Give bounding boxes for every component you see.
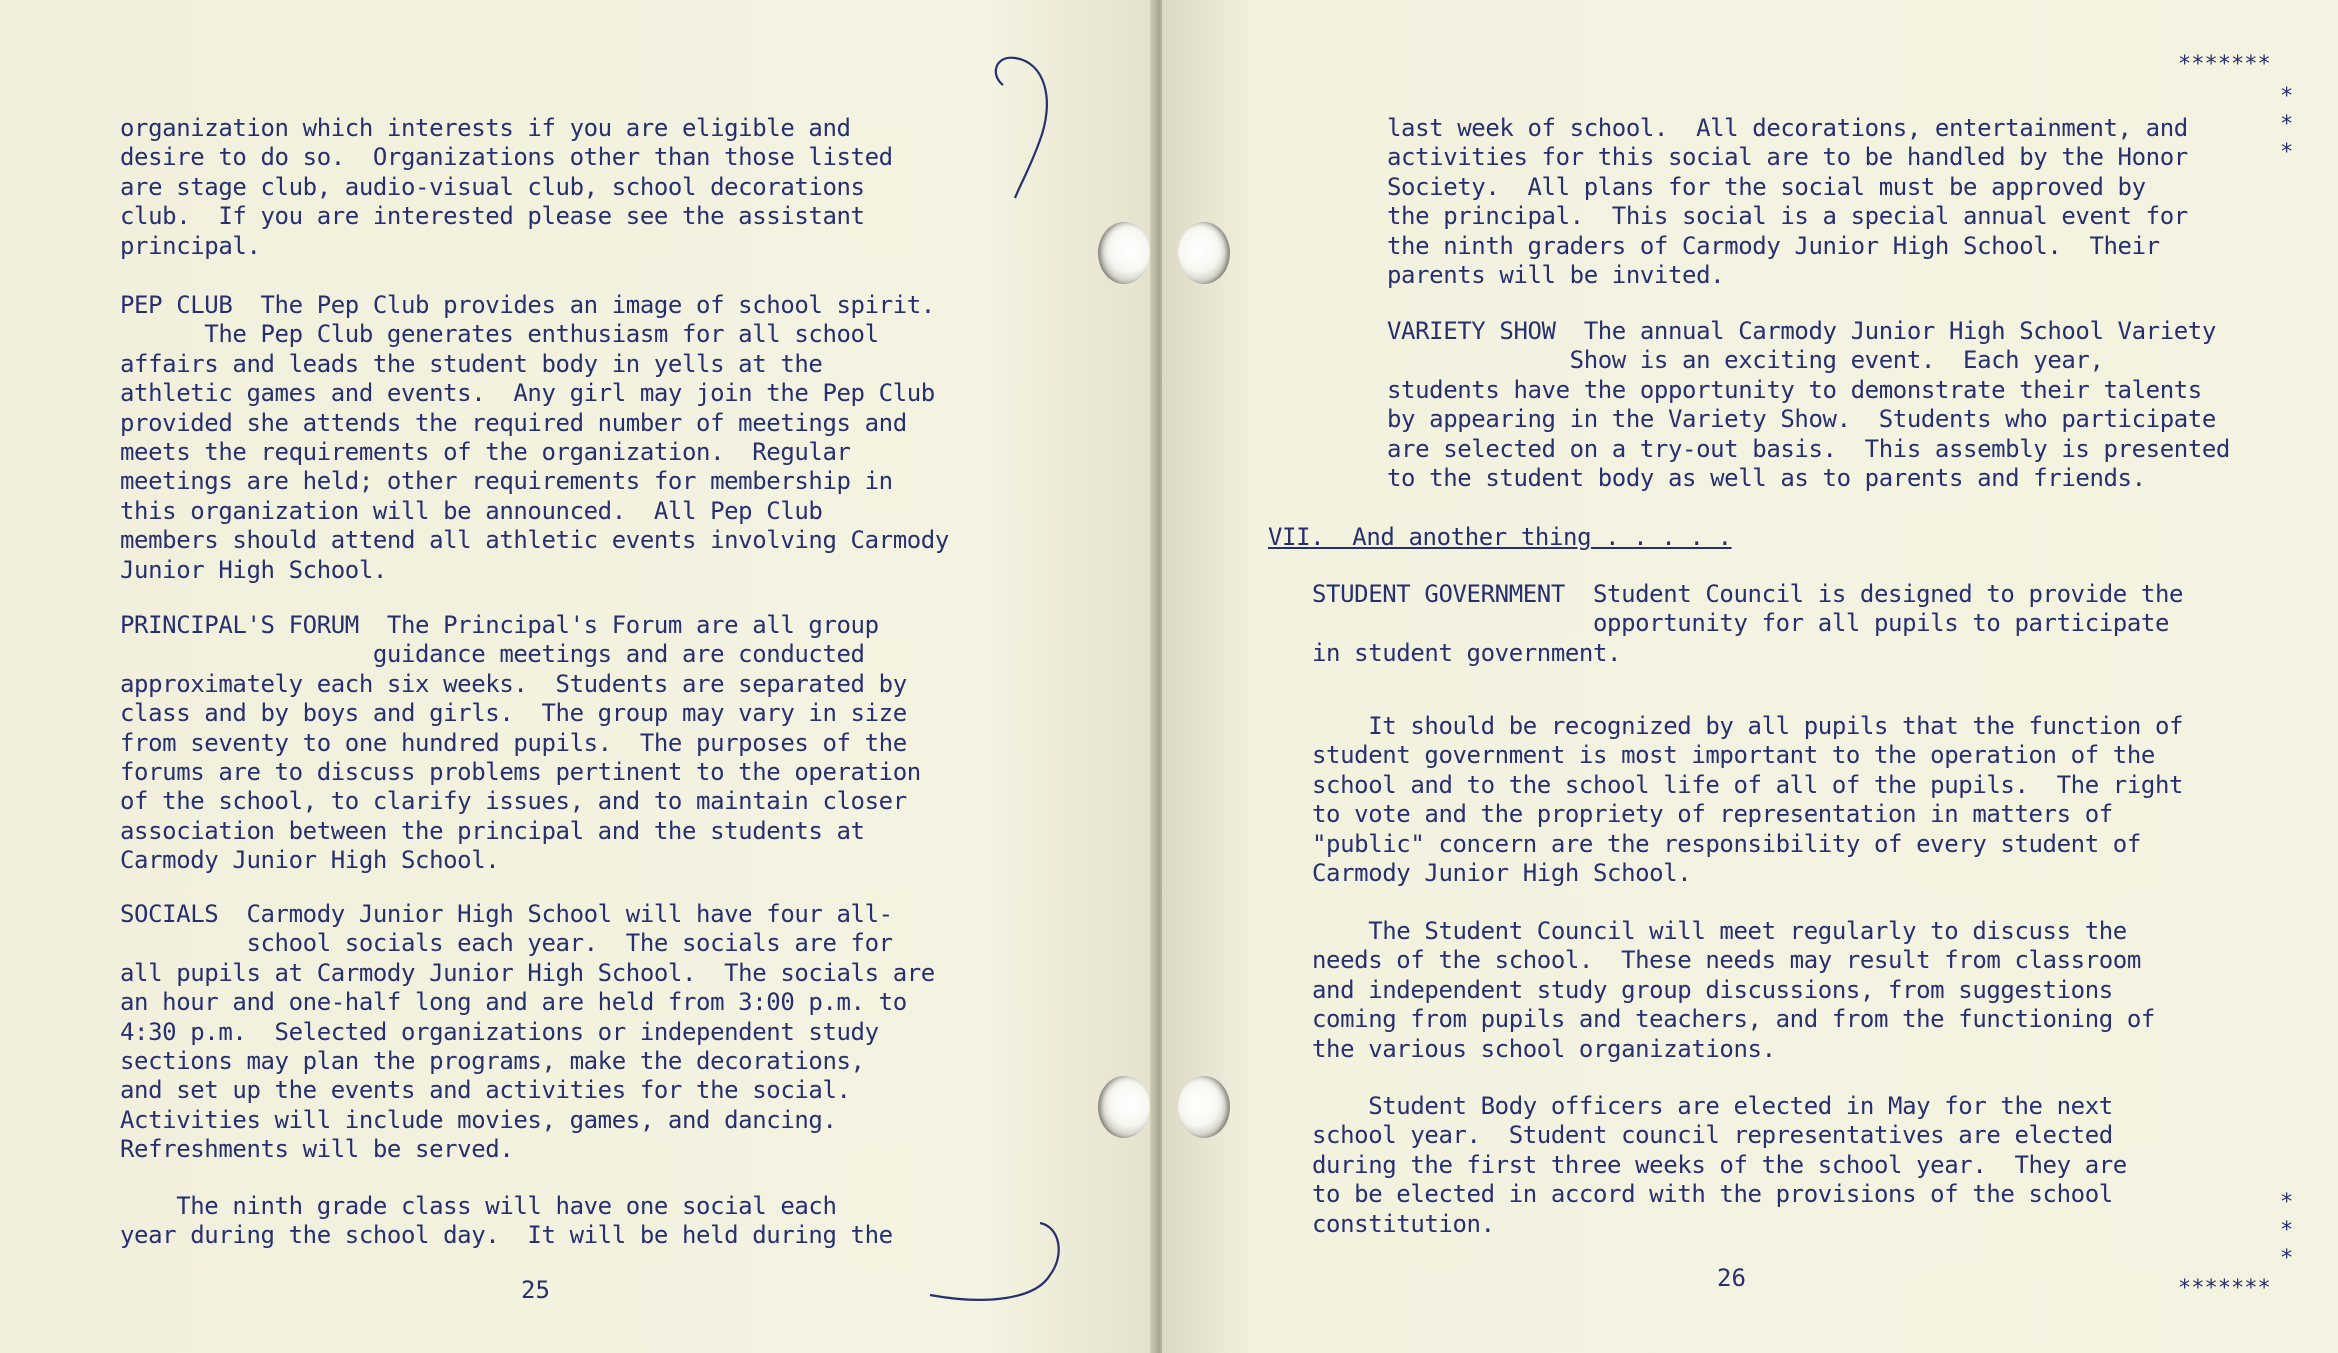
variety-show-paragraph: VARIETY SHOW The annual Carmody Junior High School Variety Show is an exciting event. Each year, students have the opportunity to demonstrate their talents by appearing in the Variety Show. Students who participate are selected on a try-out basis. This assembly is presented to the student body as well as to parents and friends. — [1387, 317, 2230, 493]
star-border-right-bottom-1: * — [2280, 1190, 2294, 1215]
star-border-right-top-1: * — [2280, 84, 2294, 109]
student-government-paragraph: STUDENT GOVERNMENT Student Council is designed to provide the opportunity for all pupils to participate in student government. — [1312, 580, 2184, 667]
ninth-grade-paragraph: The ninth grade class will have one social each year during the school day. It will be held during the — [120, 1192, 893, 1250]
binding-hole-top-right — [1178, 222, 1230, 284]
pep-club-paragraph: PEP CLUB The Pep Club provides an image of school spirit. The Pep Club generates enthusiasm for all school affairs and leads the student body in yells at the athletic games and events. Any girl may join the Pep Club provided she attends the required number of meetings and meets the requirements of the organization. Regular meetings are held; other requirements for membership in this organization will be announced. All Pep Club members should attend all athletic events involving Carmody Junior High School. — [120, 291, 949, 584]
star-border-right-top-3: * — [2280, 140, 2294, 165]
star-border-top: ******* — [2178, 52, 2271, 77]
function-paragraph: It should be recognized by all pupils that the function of student government is most important to the operation of the school and to the school life of all of the pupils. The right to vote and the propriety of representation in matters of "public" concern are the responsibility of every student of Carmody Junior High School. — [1312, 712, 2184, 888]
star-border-right-bottom-2: * — [2280, 1218, 2294, 1243]
star-border-right-top-2: * — [2280, 112, 2294, 137]
bottom-right-flourish — [925, 1215, 1085, 1325]
socials-paragraph: SOCIALS Carmody Junior High School will have four all- school socials each year. The socials are for all pupils at Carmody Junior High School. The socials are an hour and one-half long and are held from 3:00 p.m. to 4:30 p.m. Selected organizations or independent study sections may plan the programs, make the decorations, and set up the events and activities for the social. Activities will include movies, games, and dancing. Refreshments will be served. — [120, 900, 935, 1164]
page-number-left: 25 — [521, 1276, 550, 1304]
principals-forum-paragraph: PRINCIPAL'S FORUM The Principal's Forum are all group guidance meetings and are conducted approximately each six weeks. Students are separated by class and by boys and girls. The group may vary in size from seventy to one hundred pupils. The purposes of the forums are to discuss problems pertinent to the operation of the school, to clarify issues, and to maintain closer association between the principal and the students at Carmody Junior High School. — [120, 611, 921, 875]
right-page — [1162, 0, 2338, 1353]
binding-hole-bottom-left — [1098, 1076, 1150, 1138]
star-border-bottom: ******* — [2178, 1276, 2271, 1301]
honor-society-paragraph: last week of school. All decorations, entertainment, and activities for this social are to be handled by the Honor Society. All plans for the social must be approved by the principal. This social is a special annual event for the ninth graders of Carmody Junior High School. Their parents will be invited. — [1387, 114, 2188, 290]
star-border-right-bottom-3: * — [2280, 1246, 2294, 1271]
continuation-paragraph: organization which interests if you are eligible and desire to do so. Organizations other than those listed are stage club, audio-visual club, school decorations club. If you are interested please see the assistant principal. — [120, 114, 893, 260]
council-paragraph: The Student Council will meet regularly to discuss the needs of the school. These needs may result from classroom and independent study group discussions, from suggestions coming from pupils and teachers, and from the functioning of the various school organizations. — [1312, 917, 2155, 1063]
section-heading: VII. And another thing . . . . . — [1268, 523, 1732, 551]
officers-paragraph: Student Body officers are elected in May for the next school year. Student council representatives are elected during the first three weeks of the school year. They are to be elected in accord with the provisions of the school constitution. — [1312, 1092, 2127, 1238]
left-page — [0, 0, 1158, 1353]
page-number-right: 26 — [1717, 1264, 1746, 1292]
binding-hole-bottom-right — [1178, 1076, 1230, 1138]
binding-hole-top-left — [1098, 222, 1150, 284]
top-right-flourish — [985, 50, 1075, 200]
